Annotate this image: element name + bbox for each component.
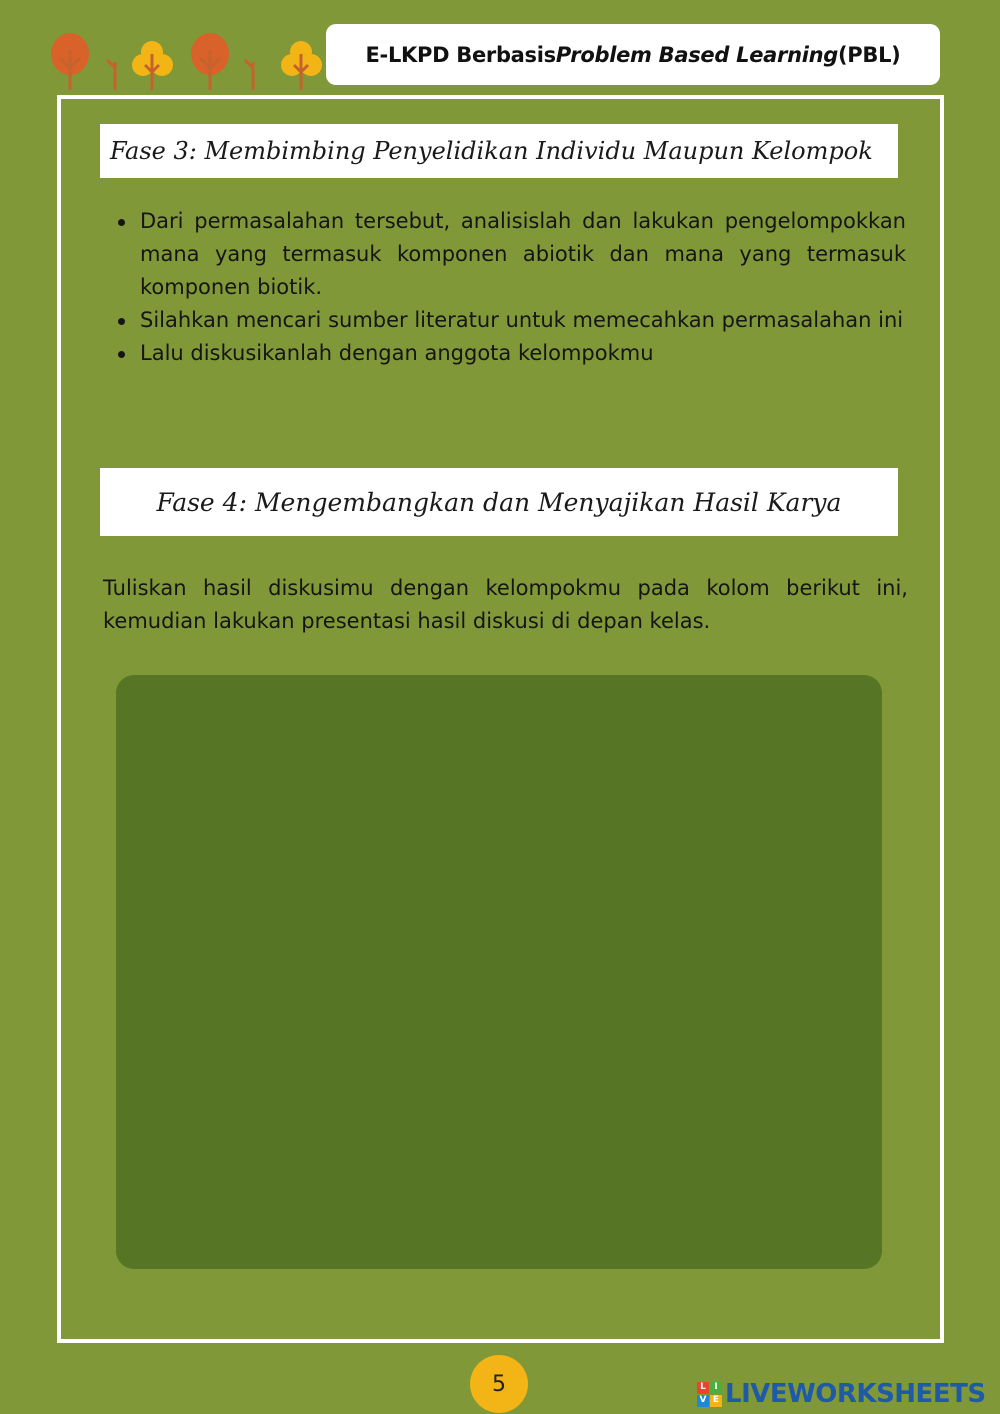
tree-orange-icon (191, 33, 229, 90)
decorative-trees (45, 28, 335, 94)
logo-letter: L (697, 1382, 709, 1394)
tree-yellow-icon (281, 41, 322, 90)
tree-orange-icon (51, 33, 89, 90)
bare-twig-icon (245, 60, 253, 90)
list-item: Lalu diskusikanlah dengan anggota kelompokmu (140, 337, 906, 370)
phase3-title: Fase 3: Membimbing Penyelidikan Individu Maupun Kelompok (100, 124, 898, 178)
phase4-instruction: Tuliskan hasil diskusimu dengan kelompokmu pada kolom berikut ini, kemudian lakukan presentasi hasil diskusi di depan kelas. (103, 576, 908, 633)
list-item: Silahkan mencari sumber literatur untuk memecahkan permasalahan ini (140, 304, 906, 337)
tree-yellow-icon (132, 41, 173, 90)
page-number: 5 (470, 1355, 528, 1413)
logo-mark-icon (697, 1382, 722, 1407)
logo-letter: I (710, 1382, 722, 1394)
header-title-suffix: (PBL) (838, 42, 901, 67)
header-title-italic: Problem Based Learning (555, 42, 838, 67)
phase4-title: Fase 4: Mengembangkan dan Menyajikan Hasil Karya (100, 468, 898, 536)
logo-text: LIVEWORKSHEETS (725, 1379, 986, 1409)
liveworksheets-logo[interactable] (697, 1378, 986, 1410)
logo-letter: E (710, 1395, 722, 1407)
list-item: Dari permasalahan tersebut, analisislah dan lakukan pengelompokkan mana yang termasuk komponen abiotik dan mana yang termasuk komponen biotik. (140, 205, 906, 304)
logo-letter: V (697, 1395, 709, 1407)
answer-textbox[interactable] (116, 675, 882, 1269)
phase3-instruction-list (140, 205, 906, 370)
bare-twig-icon (107, 60, 115, 90)
header-title-prefix: E-LKPD Berbasis (365, 42, 556, 67)
worksheet-header (326, 24, 940, 85)
